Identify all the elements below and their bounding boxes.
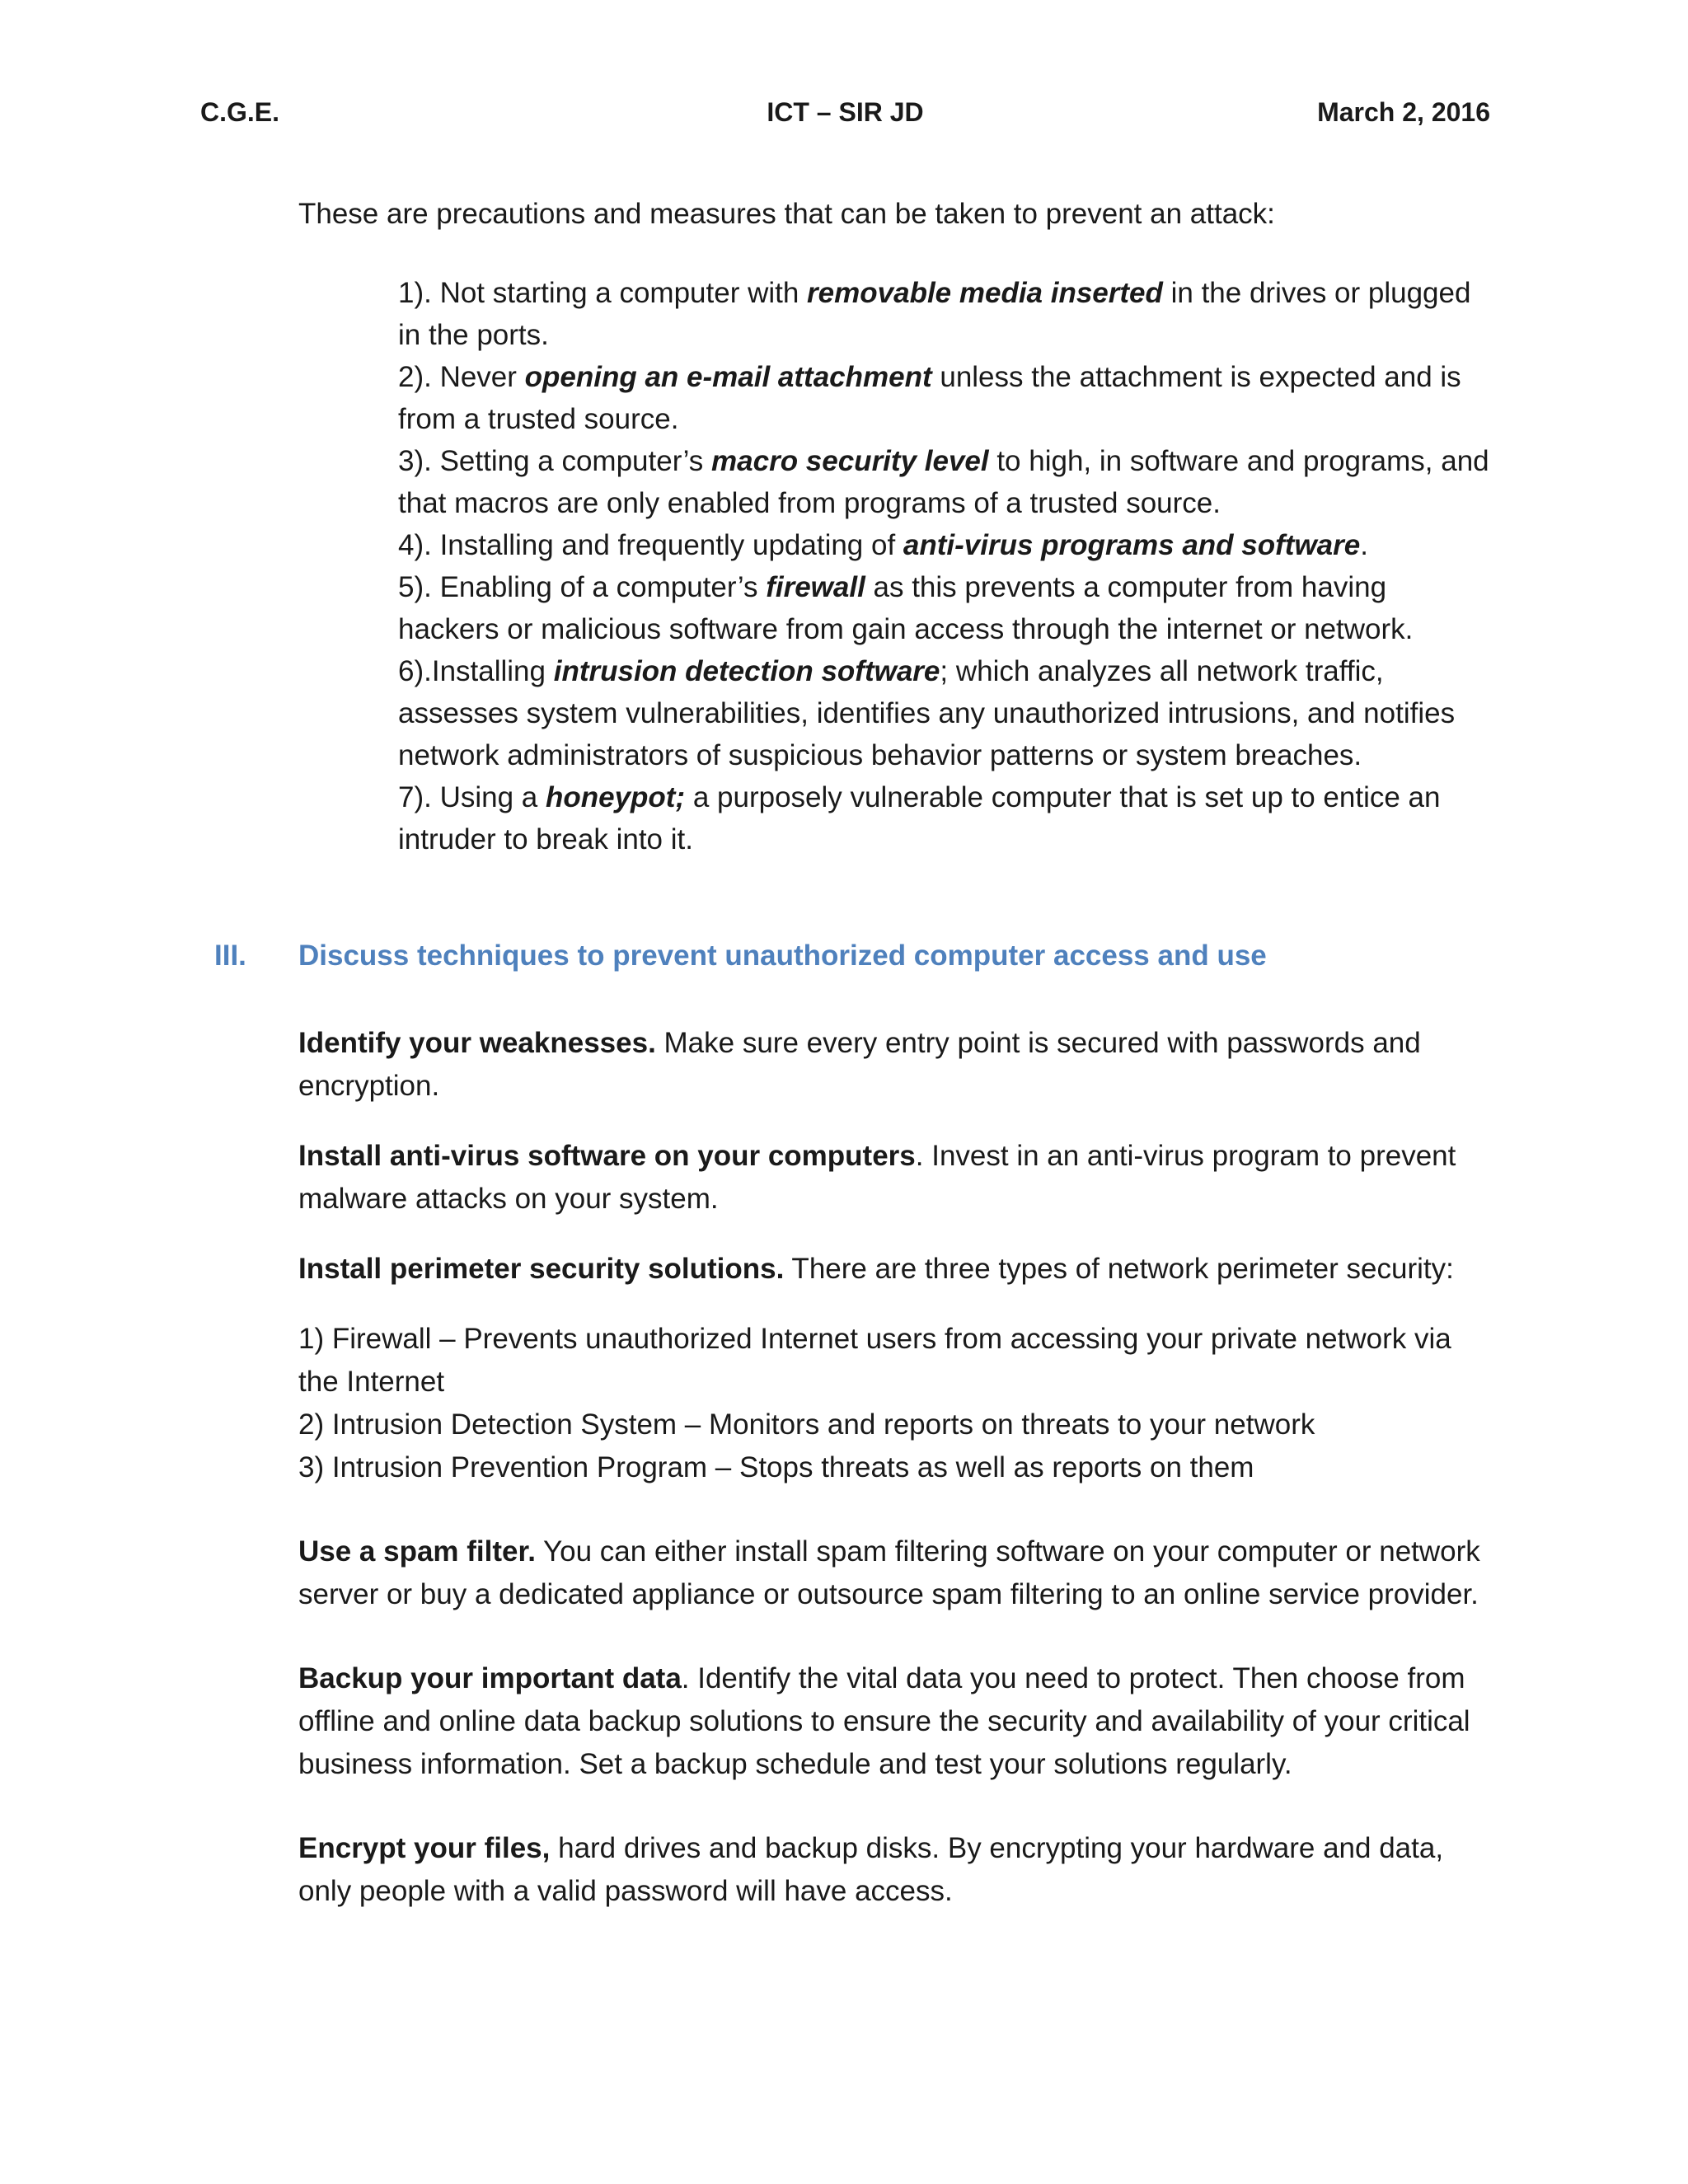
list-item <box>398 356 1494 440</box>
technique-term: Install anti-virus software on your computers <box>298 1140 916 1172</box>
item-suffix: ; which analyzes all network traffic, assesses system vulnerabilities, identifies any unauthorized intrusions, and notifies network administrators of suspicious behavior patterns or system breaches. <box>398 655 1456 771</box>
item-emphasis: intrusion detection software <box>553 655 940 687</box>
list-item <box>398 272 1494 356</box>
technique-perimeter <box>298 1248 1493 1291</box>
perimeter-type: 3) Intrusion Prevention Program – Stops threats as well as reports on them <box>298 1451 1254 1483</box>
list-item <box>398 566 1494 650</box>
intro-text: These are precautions and measures that can be taken to prevent an attack: <box>298 198 1275 230</box>
page-header <box>200 97 1490 134</box>
item-suffix: to high, in software and programs, and that macros are only enabled from programs of a trusted source. <box>398 445 1489 519</box>
item-emphasis: opening an e-mail attachment <box>524 361 932 393</box>
technique-text: hard drives and backup disks. By encrypting your hardware and data, only people with a valid password will have access. <box>298 1832 1444 1907</box>
item-emphasis: honeypot; <box>545 781 686 813</box>
technique-text: You can either install spam filtering software on your computer or network server or buy a dedicated appliance or outsource spam filtering to an online service provider. <box>298 1535 1480 1610</box>
technique-term: Identify your weaknesses. <box>298 1027 656 1059</box>
list-item <box>398 776 1494 860</box>
item-prefix: 6).Installing <box>398 655 554 687</box>
techniques-body <box>298 1022 1493 1913</box>
item-emphasis: removable media inserted <box>807 277 1163 309</box>
technique-weaknesses <box>298 1022 1493 1108</box>
technique-term: Install perimeter security solutions. <box>298 1253 785 1285</box>
item-prefix: 4). Installing and frequently updating of <box>398 529 903 561</box>
precautions-list <box>398 272 1494 860</box>
technique-term: Backup your important data <box>298 1662 682 1694</box>
perimeter-type: 1) Firewall – Prevents unauthorized Internet users from accessing your private network via the Internet <box>298 1323 1451 1398</box>
item-emphasis: macro security level <box>711 445 989 477</box>
section-title: Discuss techniques to prevent unauthorized computer access and use <box>298 940 1267 972</box>
item-emphasis: anti-virus programs and software <box>903 529 1361 561</box>
section-numeral: III. <box>214 940 246 972</box>
perimeter-type: 2) Intrusion Detection System – Monitors and reports on threats to your network <box>298 1408 1315 1441</box>
item-prefix: 5). Enabling of a computer’s <box>398 571 767 603</box>
item-prefix: 7). Using a <box>398 781 546 813</box>
technique-antivirus <box>298 1135 1493 1221</box>
header-course: ICT – SIR JD <box>767 97 924 127</box>
list-item <box>398 650 1494 776</box>
item-prefix: 1). Not starting a computer with <box>398 277 808 309</box>
technique-term: Encrypt your files, <box>298 1832 551 1864</box>
item-suffix: . <box>1360 529 1368 561</box>
technique-backup <box>298 1657 1493 1786</box>
technique-text: There are three types of network perimeter security: <box>784 1253 1454 1285</box>
technique-text: . Identify the vital data you need to protect. Then choose from offline and online data backup solutions to ensure the security and availability of your critical business information. Set a backup schedule and test your solutions regularly. <box>298 1662 1470 1780</box>
technique-term: Use a spam filter. <box>298 1535 536 1568</box>
item-suffix: a purposely vulnerable computer that is set up to entice an intruder to break into it. <box>398 781 1441 855</box>
technique-spam <box>298 1530 1493 1616</box>
item-prefix: 3). Setting a computer’s <box>398 445 712 477</box>
header-date: March 2, 2016 <box>1317 97 1490 127</box>
technique-text: . Invest in an anti-virus program to prevent malware attacks on your system. <box>298 1140 1456 1215</box>
technique-text: Make sure every entry point is secured with passwords and encryption. <box>298 1027 1421 1102</box>
list-item <box>398 524 1494 566</box>
item-emphasis: firewall <box>766 571 865 603</box>
item-suffix: unless the attachment is expected and is from a trusted source. <box>398 361 1461 435</box>
list-item <box>398 440 1494 524</box>
item-suffix: in the drives or plugged in the ports. <box>398 277 1471 351</box>
technique-encrypt <box>298 1827 1493 1913</box>
item-suffix: as this prevents a computer from having hackers or malicious software from gain access through the internet or network. <box>398 571 1414 645</box>
header-school: C.G.E. <box>200 97 280 127</box>
item-prefix: 2). Never <box>398 361 525 393</box>
